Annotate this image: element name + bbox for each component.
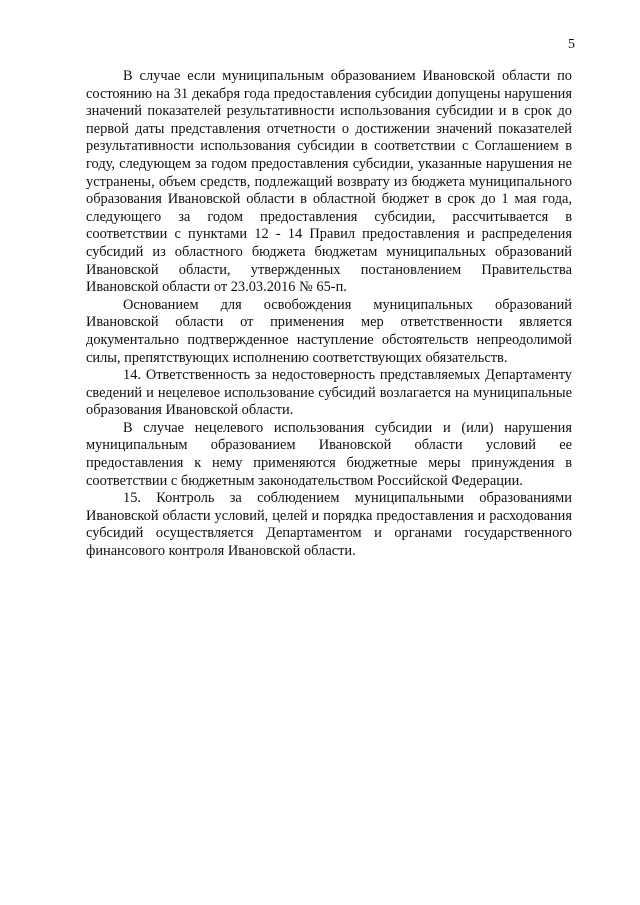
paragraph-force-majeure: Основанием для освобождения муниципальных образований Ивановской области от применения мер ответственности является документально подтвержденное наступление обстоятельств непреодолимой силы, препятствующих исполнению соответствующих обязательств. [86, 296, 572, 366]
paragraph-14-responsibility: 14. Ответственность за недостоверность представляемых Департаменту сведений и нецелевое использование субсидий возлагается на муниципальные образования Ивановской области. [86, 367, 572, 419]
paragraph-return-of-funds: В случае если муниципальным образованием Ивановской области по состоянию на 31 декабря года предоставления субсидии допущены нарушения значений показателей результативности использования субсидии и в срок до первой даты представления отчетности о достижении значений показателей результативности использования субсидии в соответствии с Соглашением в году, следующем за годом предоставления субсидии, указанные нарушения не устранены, объем средств, подлежащий возврату из бюджета муниципального образования Ивановской области в областной бюджет в срок до 1 мая года, следующего за годом предоставления субсидии, рассчитывается в соответствии с пунктами 12 - 14 Правил предоставления и распределения субсидий из областного бюджета бюджетам муниципальных образований Ивановской области, утвержденных постановлением Правительства Ивановской области от 23.03.2016 № 65-п. [86, 68, 572, 296]
paragraph-15-control: 15. Контроль за соблюдением муниципальными образованиями Ивановской области условий, целей и порядка предоставления и расходования субсидий осуществляется Департаментом и органами государственного финансового контроля Ивановской области. [86, 490, 572, 560]
paragraph-misuse-measures: В случае нецелевого использования субсидии и (или) нарушения муниципальным образованием Ивановской области условий ее предоставления к нему применяются бюджетные меры принуждения в соответствии с бюджетным законодательством Российской Федерации. [86, 419, 572, 489]
page-number: 5 [568, 37, 575, 52]
document-body [86, 68, 572, 561]
